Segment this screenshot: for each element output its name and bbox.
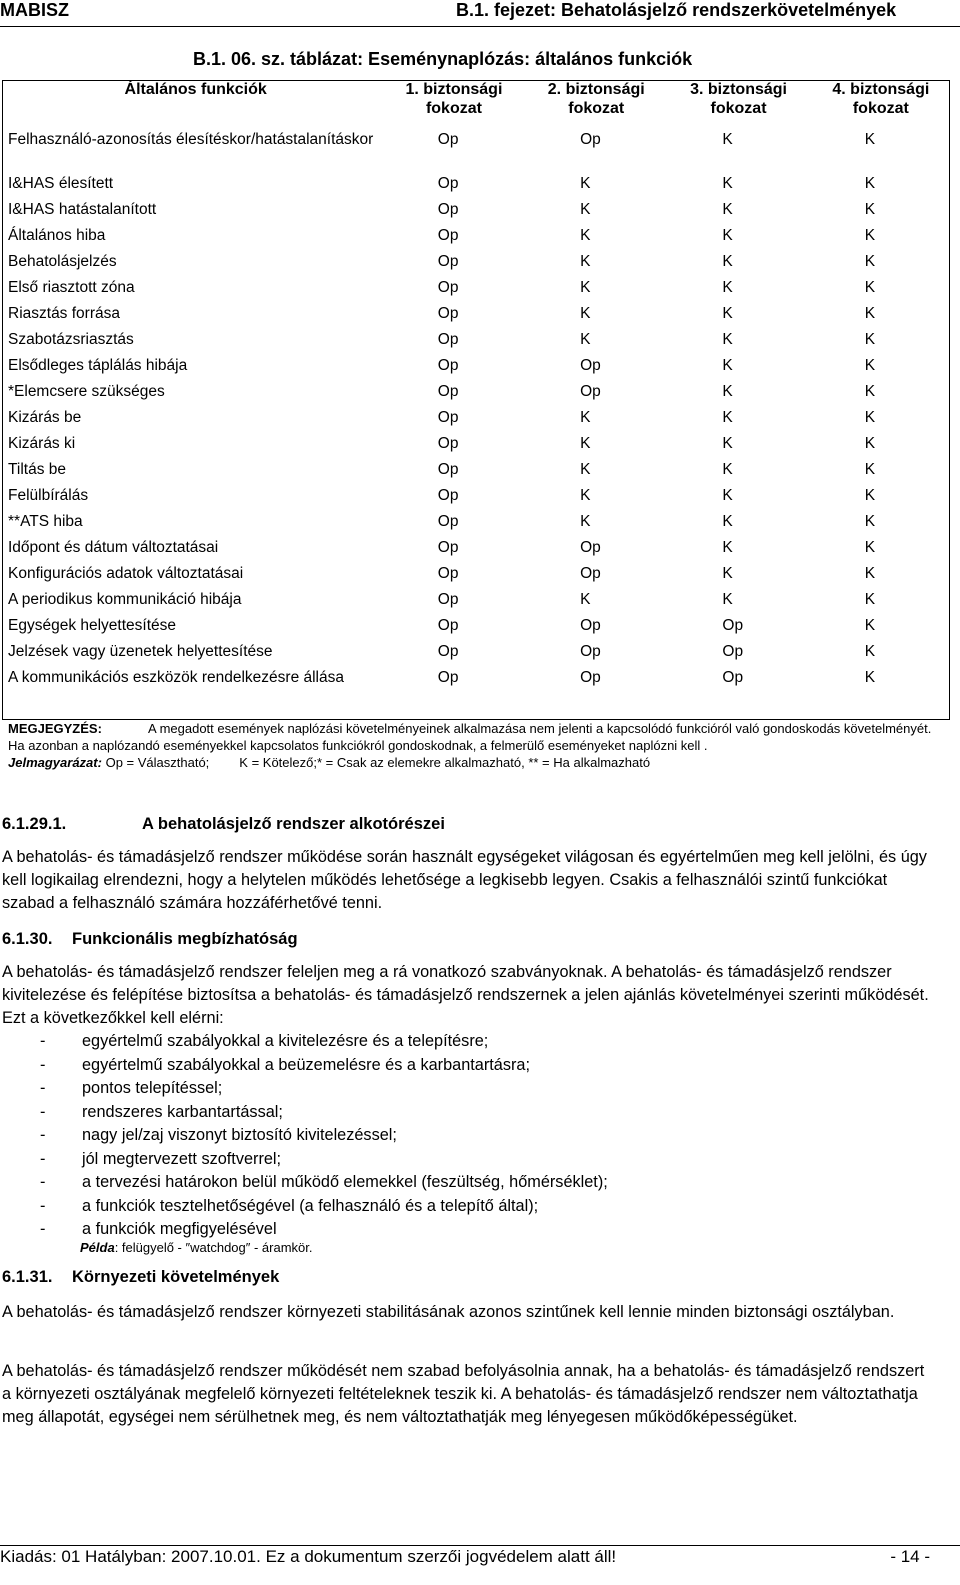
requirement-cell: K <box>864 643 876 660</box>
function-name: Behatolásjelzés <box>8 253 117 270</box>
paragraph: A behatolás- és támadásjelző rendszer működését nem szabad befolyásolnia annak, ha a behatolás- és támadásjelző rendszert a környezeti osztályának megfelelő környezeti feltételeknek teszik ki. A behatolás- és támadásjelző rendszer nem változtathatja meg állapotát, egységei nem sérülhetnek meg, és nem változtathatják meg lényegesen működőképességüket. <box>2 1362 925 1426</box>
section-title: A behatolásjelző rendszer alkotórészei <box>142 815 445 833</box>
column-header: Általános funkciók <box>124 81 267 98</box>
requirement-cell: K <box>580 253 591 270</box>
requirement-list <box>2 1030 608 1242</box>
requirement-cell: K <box>722 565 733 582</box>
requirement-cell: K <box>580 305 591 322</box>
table-row <box>2 200 952 226</box>
column-header: 2. biztonsági fokozat <box>547 81 645 117</box>
function-name: Tiltás be <box>8 461 67 478</box>
requirement-cell: K <box>864 513 876 530</box>
function-name: Konfigurációs adatok változtatásai <box>8 565 244 582</box>
section-title: Környezeti követelmények <box>72 1268 280 1286</box>
dash-marker: - <box>40 1196 46 1215</box>
requirement-cell: K <box>580 591 591 608</box>
example <box>80 1240 312 1255</box>
requirement-cell: Op <box>437 435 459 452</box>
requirement-cell: Op <box>437 383 459 400</box>
requirement-cell: Op <box>437 131 459 148</box>
requirement-cell: K <box>722 253 733 270</box>
table-row <box>2 130 952 174</box>
requirement-cell: Op <box>437 487 459 504</box>
requirement-cell: K <box>580 409 591 426</box>
table-row <box>2 174 952 200</box>
requirement-cell: K <box>864 617 876 634</box>
requirement-cell: Op <box>437 409 459 426</box>
requirement-cell: K <box>722 279 733 296</box>
requirement-cell: Op <box>437 253 459 270</box>
requirement-cell: K <box>580 175 591 192</box>
table-row <box>2 356 952 382</box>
requirement-cell: Op <box>437 227 459 244</box>
table-row <box>2 278 952 304</box>
table-row <box>2 616 952 642</box>
requirement-cell: K <box>864 487 876 504</box>
requirement-cell: Op <box>580 383 601 400</box>
function-name: Általános hiba <box>8 227 106 244</box>
table-row <box>2 564 952 590</box>
requirement-cell: K <box>864 591 876 608</box>
table-row <box>2 642 952 668</box>
function-name: Felhasználó-azonosítás élesítéskor/hatástalanításkor <box>8 131 374 148</box>
requirement-cell: Op <box>580 617 601 634</box>
table-caption: B.1. 06. sz. táblázat: Eseménynaplózás: általános funkciók <box>193 49 693 69</box>
dash-marker: - <box>40 1102 46 1121</box>
table-row <box>2 252 952 278</box>
list-item-text: jól megtervezett szoftverrel; <box>82 1149 282 1168</box>
list-item <box>2 1124 608 1148</box>
legend-op: Op = Választható; <box>105 755 210 770</box>
requirement-cell: K <box>864 331 876 348</box>
requirement-cell: K <box>722 305 733 322</box>
table-row <box>2 304 952 330</box>
requirement-cell: Op <box>437 617 459 634</box>
requirement-cell: K <box>864 305 876 322</box>
requirement-cell: K <box>580 461 591 478</box>
table-row <box>2 590 952 616</box>
column-header: 4. biztonsági fokozat <box>832 81 930 117</box>
list-item <box>2 1195 608 1219</box>
table-row <box>2 512 952 538</box>
requirement-cell: K <box>722 539 733 556</box>
requirement-cell: K <box>864 227 876 244</box>
requirement-cell: Op <box>437 565 459 582</box>
list-item <box>2 1054 608 1078</box>
dash-marker: - <box>40 1079 46 1097</box>
requirement-cell: K <box>722 227 733 244</box>
requirement-cell: Op <box>437 669 459 686</box>
requirement-cell: K <box>722 513 733 530</box>
function-name: Szabotázsriasztás <box>8 331 134 348</box>
requirement-cell: K <box>864 279 876 296</box>
table-row <box>2 408 952 434</box>
requirement-cell: K <box>722 331 733 348</box>
legend-label: Jelmagyarázat: <box>8 755 102 770</box>
dash-marker: - <box>40 1220 46 1238</box>
requirement-cell: Op <box>722 617 744 634</box>
requirement-cell: Op <box>722 669 744 686</box>
section-number: 6.1.30. <box>2 930 53 948</box>
function-name: Kizárás be <box>8 409 82 426</box>
requirement-cell: K <box>864 461 876 478</box>
function-name: Felülbírálás <box>8 487 89 504</box>
function-name: Egységek helyettesítése <box>8 617 177 634</box>
requirement-cell: K <box>864 409 876 426</box>
requirement-cell: K <box>864 669 876 686</box>
list-item-text: egyértelmű szabályokkal a beüzemelésre és a karbantartásra; <box>82 1055 530 1074</box>
header-rule <box>0 26 960 27</box>
page-number: - 14 - <box>890 1547 930 1566</box>
requirement-cell: Op <box>437 591 459 608</box>
section-heading <box>2 1268 279 1287</box>
requirement-cell: K <box>580 513 591 530</box>
requirement-cell: Op <box>437 331 459 348</box>
requirement-cell: K <box>580 435 591 452</box>
column-header: 1. biztonsági fokozat <box>405 81 503 117</box>
function-name: Elsődleges táplálás hibája <box>8 357 188 374</box>
function-name: A periodikus kommunikáció hibája <box>8 591 242 608</box>
list-item <box>2 1218 608 1242</box>
paragraph: A behatolás- és támadásjelző rendszer környezeti stabilitásának azonos szintűnek kell lennie minden biztonsági osztályban. <box>2 1303 895 1321</box>
function-name: Első riasztott zóna <box>8 279 135 296</box>
function-name: Jelzések vagy üzenetek helyettesítése <box>8 643 273 660</box>
requirement-cell: K <box>722 175 733 192</box>
requirement-cell: Op <box>580 357 601 374</box>
list-item <box>2 1030 608 1054</box>
dash-marker: - <box>40 1032 46 1050</box>
table-row <box>2 486 952 512</box>
paragraph: A behatolás- és támadásjelző rendszer működése során használt egységeket világosan és egyértelműen meg kell jelölni, és úgy kell logikailag elrendezni, hogy a helytelen működés lehetősége a legkisebb legyen. Csakis a felhasználói szintű funkciókat szabad a felhasználó számára hozzáférhetővé tenni. <box>2 848 927 912</box>
footer-text: Kiadás: 01 Hatályban: 2007.10.01. Ez a dokumentum szerzői jogvédelem alatt áll! <box>0 1547 617 1566</box>
header-title: B.1. fejezet: Behatolásjelző rendszerkövetelmények <box>456 0 897 20</box>
function-name: I&HAS élesített <box>8 175 114 192</box>
requirement-cell: K <box>864 253 876 270</box>
list-item <box>2 1171 608 1195</box>
legend-rest: K = Kötelező;* = Csak az elemekre alkalmazható, ** = Ha alkalmazható <box>239 755 651 770</box>
requirement-cell: K <box>722 131 733 148</box>
event-logging-table <box>2 80 952 708</box>
table-row <box>2 330 952 356</box>
dash-marker: - <box>40 1126 46 1144</box>
example-text: : felügyelő - ″watchdog″ - áramkör. <box>114 1240 313 1255</box>
table-note <box>8 720 948 771</box>
requirement-cell: Op <box>437 305 459 322</box>
column-header: 3. biztonsági fokozat <box>690 81 787 117</box>
list-item-text: nagy jel/zaj viszonyt biztosító kivitelezéssel; <box>82 1126 397 1144</box>
note-body: A megadott események naplózási követelményeinek alkalmazása nem jelenti a kapcsolódó funkcióról való gondoskodás követelményét. Ha azonban a naplózandó eseményekkel kapcsolatos funkciókról gondoskodnak, a felmerülő eseményeket naplózni kell . <box>8 721 932 753</box>
list-item-text: egyértelmű szabályokkal a kivitelezésre és a telepítésre; <box>82 1032 489 1050</box>
table-header-row <box>2 80 952 130</box>
requirement-cell: Op <box>437 201 459 218</box>
requirement-cell: K <box>722 591 733 608</box>
requirement-cell: K <box>722 409 733 426</box>
list-item-text: rendszeres karbantartással; <box>82 1102 283 1121</box>
table-row <box>2 434 952 460</box>
legend <box>8 754 948 771</box>
requirement-cell: K <box>864 539 876 556</box>
requirement-cell: K <box>580 201 591 218</box>
section-title: Funkcionális megbízhatóság <box>72 930 298 948</box>
dash-marker: - <box>40 1055 46 1074</box>
requirement-cell: Op <box>437 643 459 660</box>
requirement-cell: K <box>864 201 876 218</box>
table-row <box>2 668 952 708</box>
table-row <box>2 460 952 486</box>
requirement-cell: K <box>580 331 591 348</box>
requirement-cell: K <box>722 383 733 400</box>
table-row <box>2 226 952 252</box>
function-name: A kommunikációs eszközök rendelkezésre állása <box>8 669 344 686</box>
list-item-text: a funkciók tesztelhetőségével (a felhasználó és a telepítő által); <box>82 1196 539 1215</box>
requirement-cell: K <box>580 227 591 244</box>
requirement-cell: K <box>580 279 591 296</box>
list-item <box>2 1148 608 1172</box>
function-name: *Elemcsere szükséges <box>8 383 165 400</box>
example-label: Példa <box>80 1240 115 1255</box>
requirement-cell: K <box>864 357 876 374</box>
dash-marker: - <box>40 1149 46 1168</box>
requirement-cell: Op <box>437 175 459 192</box>
requirement-cell: Op <box>580 131 601 148</box>
requirement-cell: K <box>722 357 733 374</box>
function-name: Kizárás ki <box>8 435 76 452</box>
function-name: I&HAS hatástalanított <box>8 201 157 218</box>
function-name: Riasztás forrása <box>8 305 120 322</box>
requirement-cell: K <box>864 175 876 192</box>
dash-marker: - <box>40 1173 46 1191</box>
requirement-cell: K <box>722 435 733 452</box>
requirement-cell: Op <box>580 565 601 582</box>
section-number: 6.1.29.1. <box>2 815 67 833</box>
list-item-text: a funkciók megfigyelésével <box>82 1220 277 1238</box>
requirement-cell: Op <box>437 539 459 556</box>
section-number: 6.1.31. <box>2 1268 53 1286</box>
requirement-cell: K <box>722 201 733 218</box>
footer <box>0 1547 930 1567</box>
requirement-cell: K <box>864 435 876 452</box>
note-text <box>8 720 948 754</box>
requirement-cell: Op <box>722 643 744 660</box>
requirement-cell: Op <box>437 357 459 374</box>
requirement-cell: K <box>722 461 733 478</box>
section-heading <box>2 815 445 834</box>
requirement-cell: K <box>722 487 733 504</box>
requirement-cell: Op <box>580 669 601 686</box>
requirement-cell: Op <box>580 539 601 556</box>
table-row <box>2 382 952 408</box>
list-item <box>2 1101 608 1125</box>
requirement-cell: K <box>864 131 876 148</box>
requirement-cell: K <box>864 565 876 582</box>
note-label: MEGJEGYZÉS: <box>8 721 102 736</box>
requirement-cell: K <box>580 487 591 504</box>
table-row <box>2 538 952 564</box>
requirement-cell: Op <box>437 513 459 530</box>
list-item-text: pontos telepítéssel; <box>82 1079 223 1097</box>
function-name: Időpont és dátum változtatásai <box>8 539 219 556</box>
requirement-cell: Op <box>437 461 459 478</box>
requirement-cell: K <box>864 383 876 400</box>
list-item <box>2 1077 608 1101</box>
section-heading <box>2 930 298 949</box>
paragraph: A behatolás- és támadásjelző rendszer feleljen meg a rá vonatkozó szabványoknak. A behatolás- és támadásjelző rendszer kivitelezése és felépítése biztosítsa a behatolás- és támadásjelző rendszernek a jelen ajánlás követelményei szerinti működését. Ezt a következőkkel kell elérni: <box>2 963 929 1027</box>
footer-rule <box>0 1545 960 1546</box>
header-left: MABISZ <box>0 0 69 20</box>
requirement-cell: Op <box>580 643 601 660</box>
function-name: **ATS hiba <box>8 513 83 530</box>
list-item-text: a tervezési határokon belül működő elemekkel (feszültség, hőmérséklet); <box>82 1173 608 1191</box>
requirement-cell: Op <box>437 279 459 296</box>
